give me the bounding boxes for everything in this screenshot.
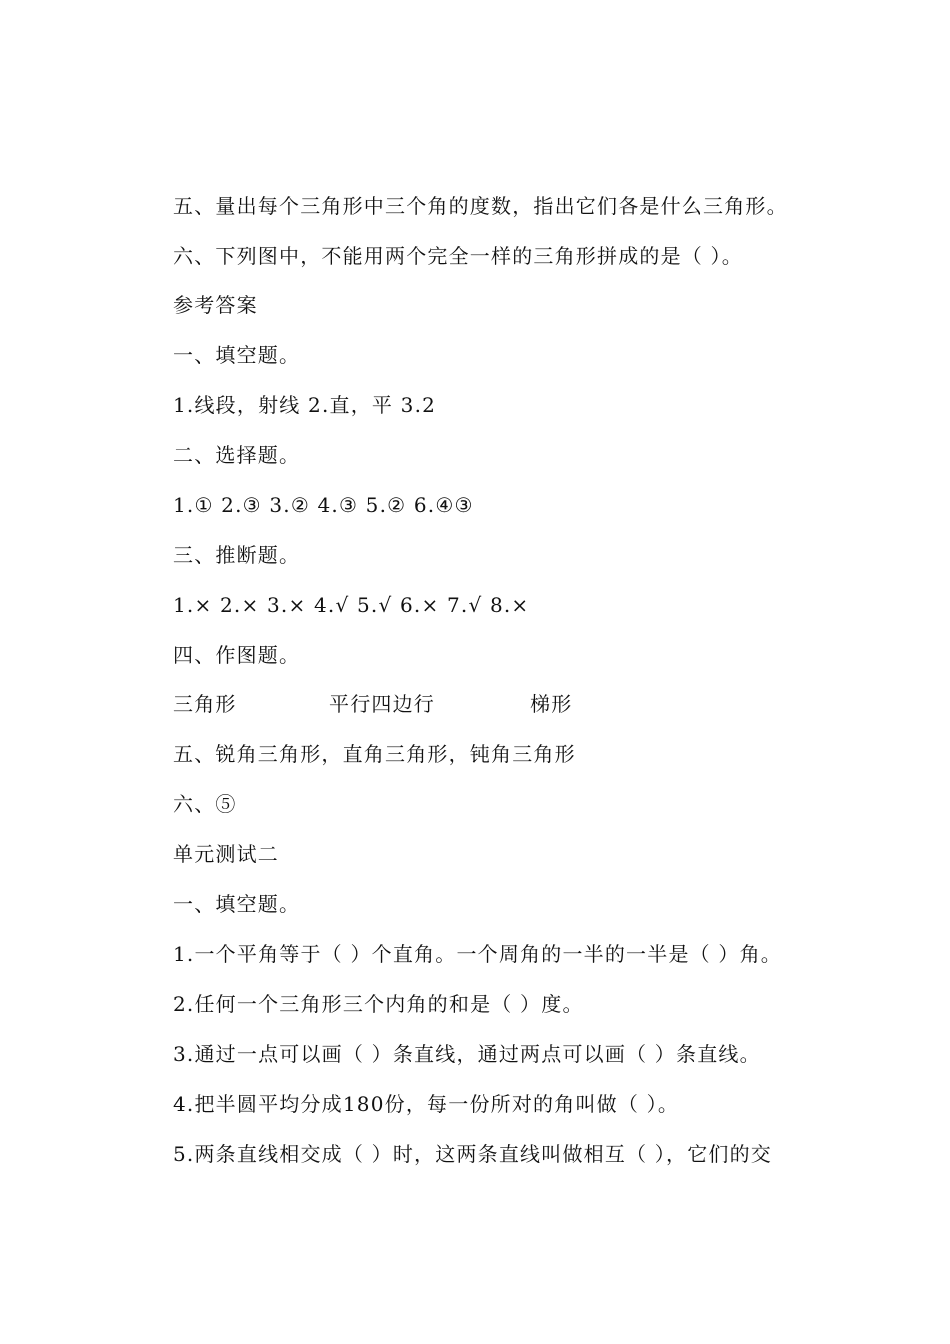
section-drawing-heading: 四、作图题。 <box>173 643 301 667</box>
unit-test-2-question-4: 4.把半圆平均分成180份，每一份所对的角叫做（ ）。 <box>173 1092 680 1116</box>
shape-label-parallelogram: 平行四边行 <box>329 692 435 716</box>
shapes-row <box>173 691 673 717</box>
unit-test-2-question-2: 2.任何一个三角形三个内角的和是（ ）度。 <box>173 992 584 1016</box>
unit-test-2-heading: 单元测试二 <box>173 842 279 866</box>
unit-test-2-question-3: 3.通过一点可以画（ ）条直线，通过两点可以画（ ）条直线。 <box>173 1042 761 1066</box>
fill-blank-answers: 1.线段，射线 2.直，平 3.2 <box>173 393 437 417</box>
unit-test-2-question-5: 5.两条直线相交成（ ）时，这两条直线叫做相互（ ），它们的交 <box>173 1142 772 1166</box>
unit-test-2-question-1: 1.一个平角等于（ ）个直角。一个周角的一半的一半是（ ）角。 <box>173 942 782 966</box>
answer-key-heading: 参考答案 <box>173 293 258 317</box>
question-5-line: 五、量出每个三角形中三个角的度数，指出它们各是什么三角形。 <box>173 194 788 218</box>
shape-label-triangle: 三角形 <box>173 692 237 716</box>
section-judgement-heading: 三、推断题。 <box>173 543 301 567</box>
shape-label-trapezoid: 梯形 <box>530 692 573 716</box>
judgement-answers: 1.× 2.× 3.× 4.√ 5.√ 6.× 7.√ 8.× <box>173 593 530 617</box>
triangle-types-answer: 五、锐角三角形，直角三角形，钝角三角形 <box>173 742 576 766</box>
choice-answers: 1.① 2.③ 3.② 4.③ 5.② 6.④③ <box>173 493 474 517</box>
section-choice-heading: 二、选择题。 <box>173 443 301 467</box>
section-fill-blank-heading: 一、填空题。 <box>173 343 301 367</box>
unit-test-2-fill-blank-heading: 一、填空题。 <box>173 892 301 916</box>
question-6-answer: 六、⑤ <box>173 792 237 816</box>
question-6-line: 六、下列图中，不能用两个完全一样的三角形拼成的是（ ）。 <box>173 244 743 268</box>
